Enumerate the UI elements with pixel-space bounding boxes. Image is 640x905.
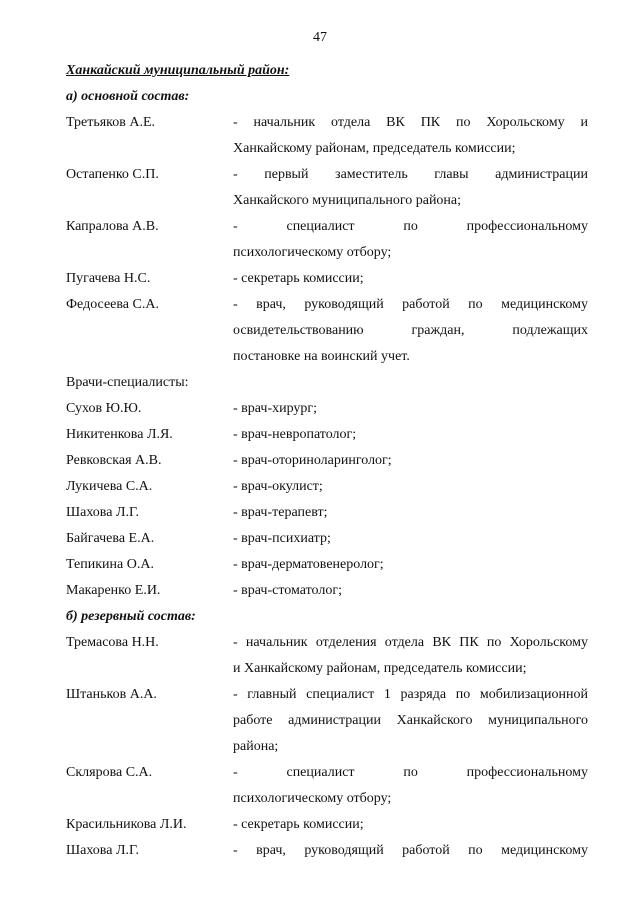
member-role [233, 292, 588, 370]
specialist-name: Шахова Л.Г. [66, 505, 139, 520]
member-name: Остапенко С.П. [66, 167, 159, 182]
specialists-label: Врачи-специалисты: [66, 375, 189, 390]
specialist-entry [66, 396, 588, 422]
reserve-member-entry [66, 682, 588, 760]
member-role-line: - врач, руководящий работой по медицинскому [233, 297, 588, 312]
member-role-line: - специалист по профессиональному [233, 219, 588, 234]
specialist-entry [66, 526, 588, 552]
specialist-role: - врач-окулист; [233, 479, 323, 494]
member-role-line: психологическому отбору; [233, 245, 392, 260]
member-role [233, 812, 588, 838]
specialist-entry [66, 474, 588, 500]
member-role-line: и Ханкайскому районам, председатель комиссии; [233, 661, 527, 676]
member-role [233, 760, 588, 812]
member-role [233, 162, 588, 214]
specialist-role: - врач-терапевт; [233, 505, 328, 520]
member-role-line: работе администрации Ханкайского муниципального [233, 713, 588, 728]
member-name: Штаньков А.А. [66, 687, 157, 702]
member-name: Пугачева Н.С. [66, 271, 151, 286]
specialist-entry [66, 500, 588, 526]
member-role-line: Ханкайского муниципального района; [233, 193, 462, 208]
member-role [233, 266, 588, 292]
specialist-role: - врач-дерматовенеролог; [233, 557, 384, 572]
member-role-line: Ханкайскому районам, председатель комиссии; [233, 141, 516, 156]
member-role-line: - начальник отделения отдела ВК ПК по Хорольскому [233, 635, 588, 650]
specialist-role: - врач-психиатр; [233, 531, 331, 546]
member-role-line: района; [233, 739, 279, 754]
specialist-name: Никитенкова Л.Я. [66, 427, 173, 442]
district-title: Ханкайский муниципальный район: [66, 63, 290, 78]
specialist-name: Лукичева С.А. [66, 479, 153, 494]
member-role [233, 838, 588, 864]
specialist-role: - врач-невропатолог; [233, 427, 357, 442]
member-role [233, 630, 588, 682]
member-name: Третьяков А.Е. [66, 115, 156, 130]
specialist-name: Ревковская А.В. [66, 453, 162, 468]
reserve-member-entry [66, 838, 588, 864]
member-entry [66, 110, 588, 162]
specialist-entry [66, 448, 588, 474]
member-role-line: психологическому отбору; [233, 791, 392, 806]
specialist-role: - врач-оториноларинголог; [233, 453, 392, 468]
reserve-member-entry [66, 760, 588, 812]
specialist-name: Сухов Ю.Ю. [66, 401, 142, 416]
member-name: Шахова Л.Г. [66, 843, 139, 858]
reserve-composition-heading: б) резервный состав: [66, 609, 196, 624]
reserve-member-entry [66, 812, 588, 838]
member-role-line: - врач, руководящий работой по медицинскому [233, 843, 588, 858]
member-name: Склярова С.А. [66, 765, 153, 780]
member-role-line: - начальник отдела ВК ПК по Хорольскому и [233, 115, 588, 130]
member-name: Капралова А.В. [66, 219, 159, 234]
member-role-line: - секретарь комиссии; [233, 271, 364, 286]
member-role [233, 214, 588, 266]
member-role-line: постановке на воинский учет. [233, 349, 410, 364]
member-role-line: - секретарь комиссии; [233, 817, 364, 832]
member-role-line: освидетельствованию граждан, подлежащих [233, 323, 588, 338]
document-body [66, 58, 588, 864]
member-entry [66, 214, 588, 266]
specialist-name: Макаренко Е.И. [66, 583, 161, 598]
specialist-name: Тепикина О.А. [66, 557, 154, 572]
member-entry [66, 266, 588, 292]
member-name: Тремасова Н.Н. [66, 635, 159, 650]
specialist-name: Байгачева Е.А. [66, 531, 155, 546]
member-role-line: - первый заместитель главы администрации [233, 167, 588, 182]
specialist-role: - врач-хирург; [233, 401, 318, 416]
member-role-line: - главный специалист 1 разряда по мобилизационной [233, 687, 588, 702]
specialist-entry [66, 422, 588, 448]
member-entry [66, 292, 588, 370]
reserve-member-entry [66, 630, 588, 682]
member-name: Федосеева С.А. [66, 297, 159, 312]
member-entry [66, 162, 588, 214]
specialist-entry [66, 552, 588, 578]
page-number: 47 [313, 30, 327, 45]
member-role [233, 682, 588, 760]
specialist-role: - врач-стоматолог; [233, 583, 342, 598]
member-role-line: - специалист по профессиональному [233, 765, 588, 780]
specialist-entry [66, 578, 588, 604]
member-role [233, 110, 588, 162]
main-composition-heading: а) основной состав: [66, 89, 190, 104]
member-name: Красильникова Л.И. [66, 817, 187, 832]
